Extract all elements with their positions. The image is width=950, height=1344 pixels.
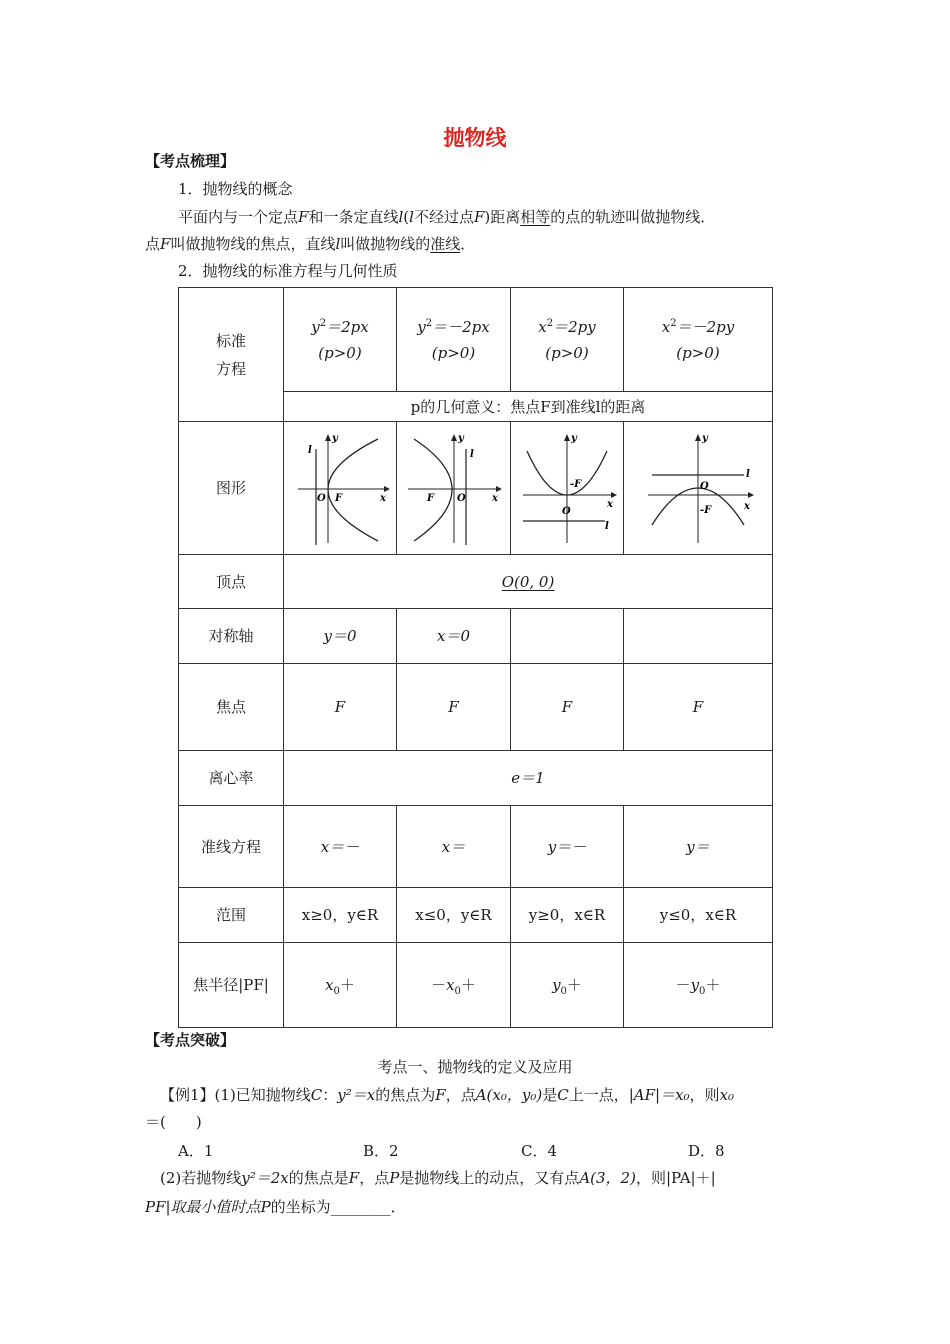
example2-line2: PF|取最小值时点P的坐标为________． (145, 1198, 406, 1216)
origin-label: O (456, 493, 466, 504)
directrix-cell-1: x＝－ (284, 806, 397, 888)
focus-cell-1: F (284, 664, 397, 751)
focus-cell-4: F (624, 664, 773, 751)
axis-cell-2: x＝0 (397, 609, 511, 664)
answer-blank-directrix: 准线 (430, 235, 461, 253)
row-focal-radius (179, 943, 773, 1028)
concept-line-1: 平面内与一个定点F和一条定直线l(l不经过点F)距离相等的点的轨迹叫做抛物线． (178, 208, 716, 226)
parabola-graph-2 (404, 429, 504, 547)
graph-down-opening (624, 422, 773, 555)
directrix-label: l (469, 449, 474, 460)
equation-cell-3: $x^2=2py$ (p>0) (511, 288, 624, 392)
focal-radius-cell-3: $y_0+$ (511, 943, 624, 1028)
focal-radius-cell-1: $x_0+$ (284, 943, 397, 1028)
label-eccentricity: 离心率 (179, 751, 284, 806)
focus-cell-2: F (397, 664, 511, 751)
directrix-label: l (308, 445, 312, 456)
example1-line2: ＝( ) (145, 1113, 202, 1131)
option-a[interactable]: A．1 (178, 1142, 214, 1160)
axis-label-y: y (571, 433, 577, 444)
answer-blank-equal: 相等 (520, 208, 551, 226)
focus-cell-3: F (511, 664, 624, 751)
directrix-label: l (605, 521, 609, 532)
row-axis (179, 609, 773, 664)
origin-label: O (317, 493, 326, 504)
graph-left-opening (397, 422, 511, 555)
option-c[interactable]: C．4 (521, 1142, 558, 1160)
label-focus: 焦点 (179, 664, 284, 751)
axis-label-x: x (607, 499, 613, 510)
label-vertex: 顶点 (179, 555, 284, 609)
example2-line1: (2)若抛物线y²＝2x的焦点是F，点P是抛物线上的动点，又有点A(3，2)，则|PA|＋| (160, 1169, 716, 1187)
concept-line-2: 点F叫做抛物线的焦点，直线l叫做抛物线的准线． (145, 235, 476, 253)
example1-line1: 【例1】(1)已知抛物线C：y²＝x的焦点为F，点A(x₀，y₀)是C上一点，|AF|＝x₀，则x₀ (160, 1086, 735, 1104)
answer-options (178, 1140, 838, 1161)
range-cell-1: x≥0，y∈R (284, 888, 397, 943)
focus-label: -F (700, 505, 712, 516)
focus-label: F (426, 493, 434, 504)
axis-label-x: x (491, 493, 498, 504)
focal-radius-cell-2: $-x_0+$ (397, 943, 511, 1028)
label-axis: 对称轴 (179, 609, 284, 664)
axis-label-y: y (457, 433, 464, 444)
item1-title: 1．抛物线的概念 (178, 180, 293, 198)
origin-label: O (562, 506, 571, 517)
eccentricity-value: e＝1 (284, 751, 773, 806)
parabola-graph-3 (515, 429, 619, 547)
label-equation: 标准 方程 (179, 288, 284, 422)
focal-radius-cell-4: $-y_0+$ (624, 943, 773, 1028)
range-cell-3: y≥0，x∈R (511, 888, 624, 943)
graph-right-opening (284, 422, 397, 555)
directrix-cell-3: y＝－ (511, 806, 624, 888)
vertex-value: O(0, 0) (284, 555, 773, 609)
equation-cell-4: $x^2=-2py$ (p>0) (624, 288, 773, 392)
option-d[interactable]: D．8 (688, 1142, 725, 1160)
label-graph: 图形 (179, 422, 284, 555)
p-meaning: p的几何意义：焦点F到准线l的距离 (284, 392, 773, 422)
axis-label-x: x (744, 501, 750, 512)
label-focal-radius: 焦半径|PF| (179, 943, 284, 1028)
directrix-cell-2: x＝ (397, 806, 511, 888)
topic-heading: 考点一、抛物线的定义及应用 (377, 1058, 573, 1076)
axis-cell-3 (511, 609, 624, 664)
row-graph (179, 422, 773, 555)
range-cell-2: x≤0，y∈R (397, 888, 511, 943)
focus-label: -F (570, 479, 582, 490)
section-heading-breakthrough: 【考点突破】 (145, 1031, 236, 1049)
row-eccentricity (179, 751, 773, 806)
equation-cell-2: $y^2=-2px$ (p>0) (397, 288, 511, 392)
axis-label-x: x (380, 493, 386, 504)
row-range (179, 888, 773, 943)
parabola-properties-table (178, 287, 773, 1028)
option-b[interactable]: B．2 (363, 1142, 399, 1160)
graph-up-opening (511, 422, 624, 555)
row-directrix (179, 806, 773, 888)
origin-label: O (700, 481, 709, 492)
equation-cell-1: $y^2=2px$ (p>0) (284, 288, 397, 392)
axis-label-y: y (332, 433, 338, 444)
focus-label: F (335, 493, 343, 504)
label-range: 范围 (179, 888, 284, 943)
axis-cell-1: y＝0 (284, 609, 397, 664)
page-title: 抛物线 (443, 125, 507, 150)
section-heading-review: 【考点梳理】 (145, 152, 236, 170)
row-focus (179, 664, 773, 751)
directrix-label: l (746, 469, 750, 480)
label-directrix: 准线方程 (179, 806, 284, 888)
parabola-graph-1 (290, 429, 390, 547)
row-equation (179, 288, 773, 392)
range-cell-4: y≤0，x∈R (624, 888, 773, 943)
axis-cell-4 (624, 609, 773, 664)
parabola-graph-4 (638, 429, 758, 547)
directrix-cell-4: y＝ (624, 806, 773, 888)
axis-label-y: y (702, 433, 708, 444)
row-vertex (179, 555, 773, 609)
item2-title: 2．抛物线的标准方程与几何性质 (178, 262, 398, 280)
